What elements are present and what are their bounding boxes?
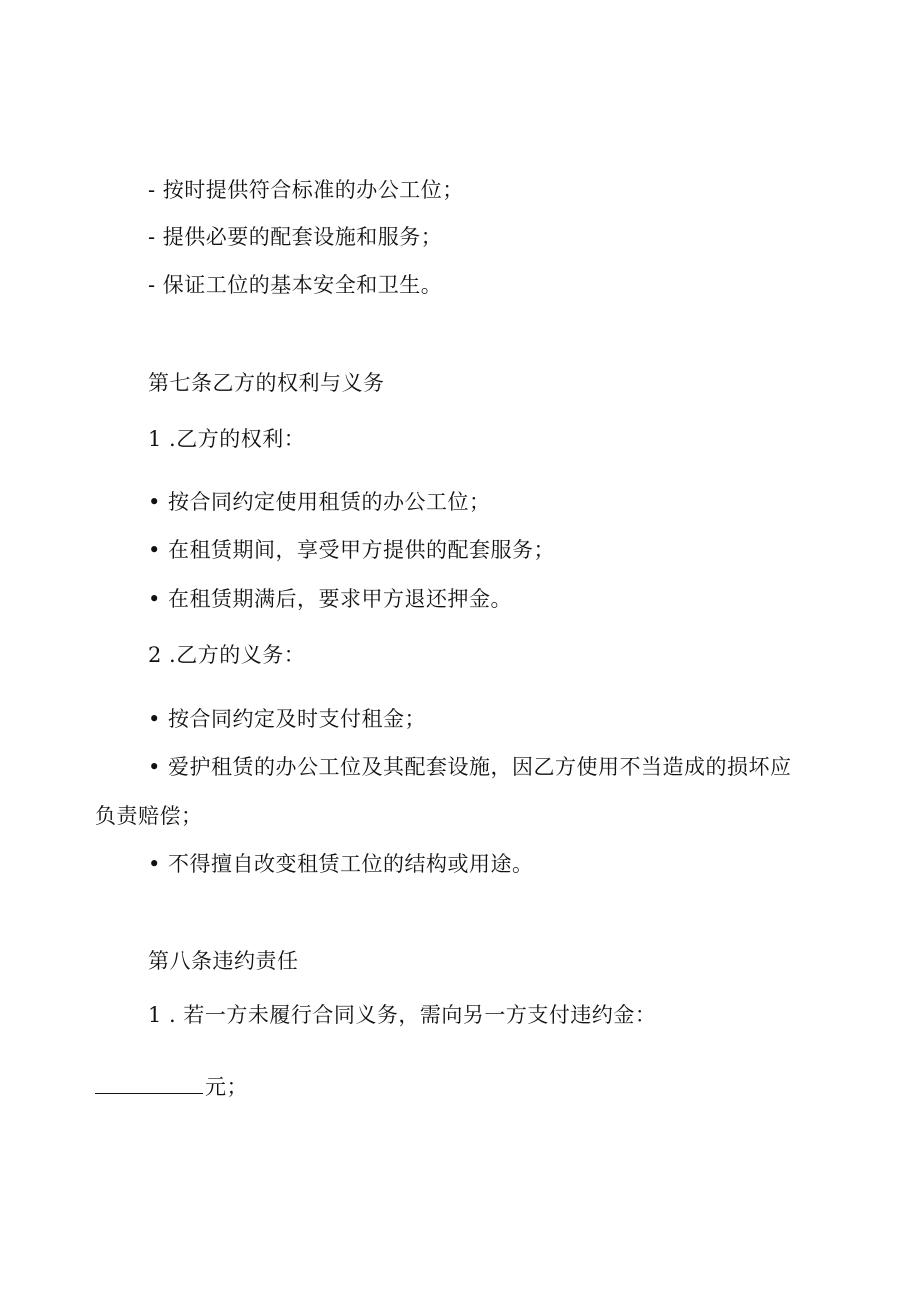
penalty-amount-line	[95, 1071, 248, 1102]
obligation-item-1: - 按时提供符合标准的办公工位；	[148, 178, 464, 202]
obligation-item-3: - 保证工位的基本安全和卫生。	[148, 273, 443, 297]
article-8-item-1: 1 . 若一方未履行合同义务，需向另一方支付违约金：	[148, 1003, 657, 1027]
amount-blank	[95, 1071, 203, 1094]
rights-item-2: • 在租赁期间，享受甲方提供的配套服务；	[148, 538, 556, 562]
duty-item-3: • 不得擅自改变租赁工位的结构或用途。	[148, 852, 534, 876]
duty-item-1: • 按合同约定及时支付租金；	[148, 707, 427, 731]
obligation-item-2: - 提供必要的配套设施和服务；	[148, 225, 443, 249]
duty-item-2-line-1: • 爱护租赁的办公工位及其配套设施，因乙方使用不当造成的损坏应	[148, 755, 792, 779]
currency-unit: 元；	[205, 1075, 248, 1099]
article-8-title: 第八条违约责任	[148, 949, 299, 973]
duty-item-2-line-2: 负责赔偿；	[95, 804, 203, 828]
rights-item-3: • 在租赁期满后，要求甲方退还押金。	[148, 587, 513, 611]
rights-item-1: • 按合同约定使用租赁的办公工位；	[148, 490, 491, 514]
duties-heading: 2 .乙方的义务：	[148, 643, 306, 667]
article-7-title: 第七条乙方的权利与义务	[148, 371, 385, 395]
rights-heading: 1 .乙方的权利：	[148, 427, 306, 451]
